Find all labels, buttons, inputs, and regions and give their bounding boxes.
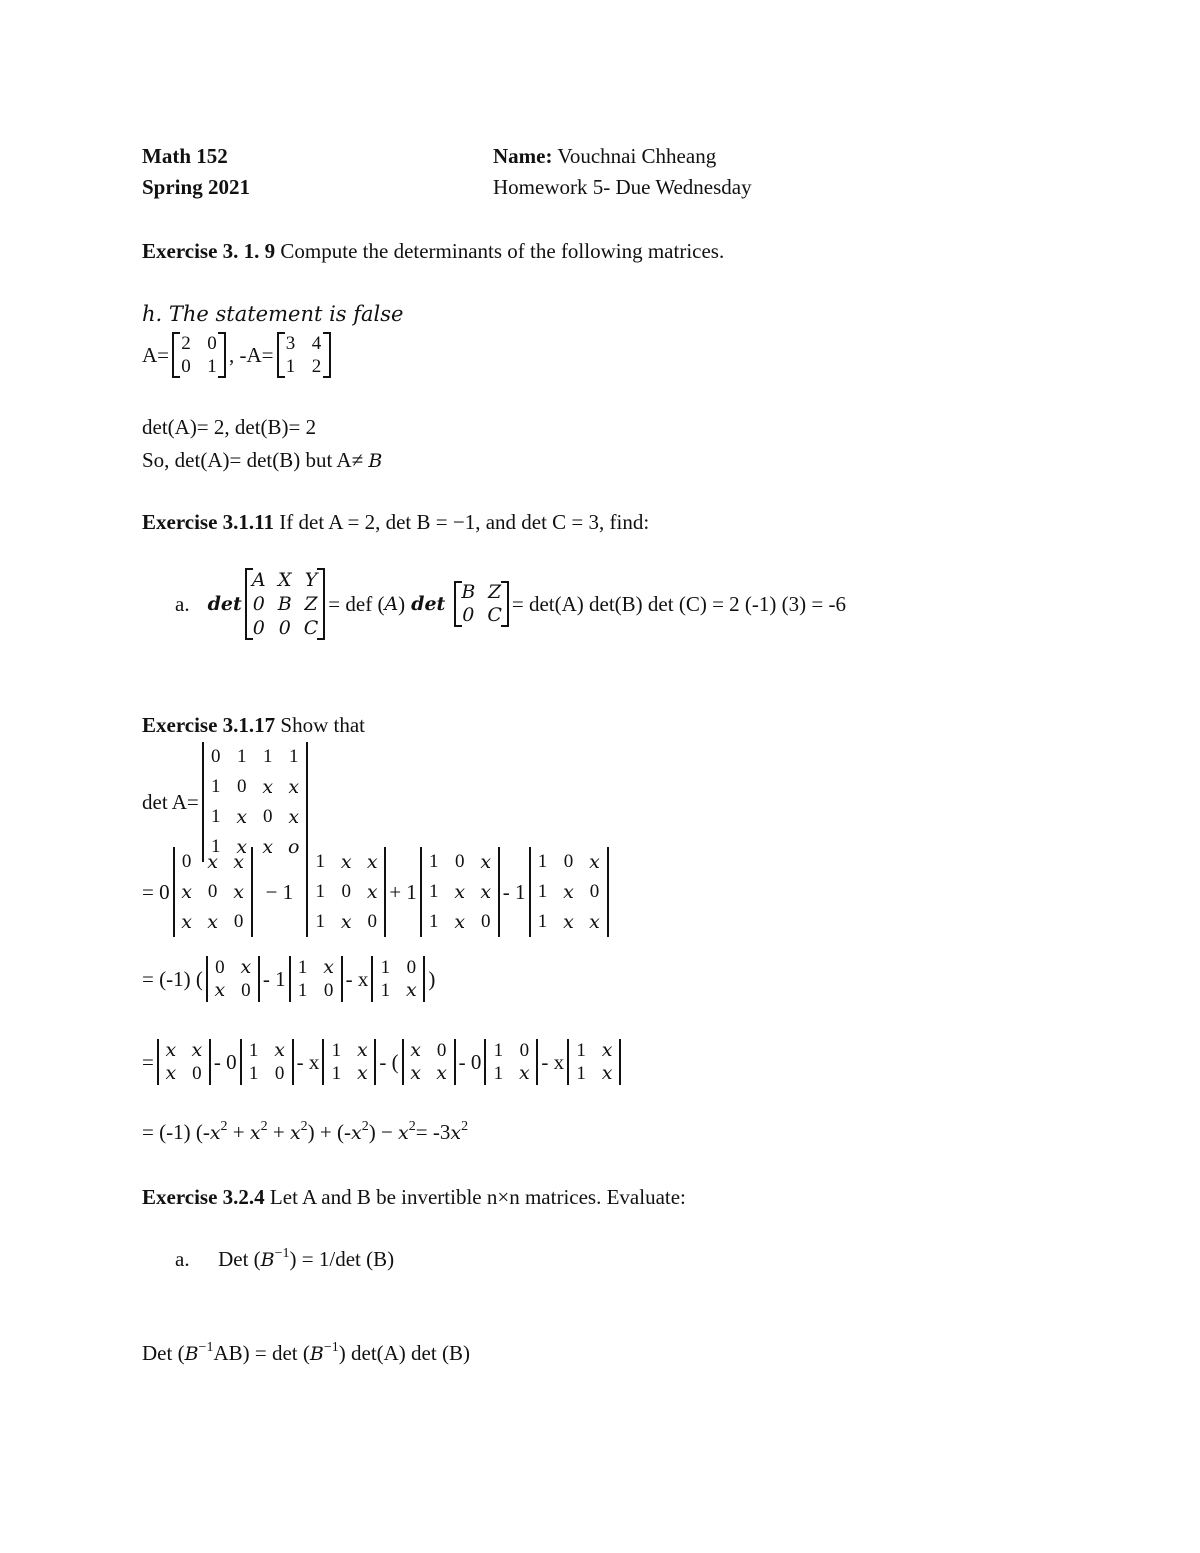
matrix-cell: 2 [181,333,191,354]
name-value: Vouchnai Chheang [557,144,717,168]
line-text: ) det(A) det (B) [338,1341,470,1365]
matrix-cell: 1 [331,1040,342,1061]
matrix-cell: 1 [576,1063,586,1084]
matrix-cell: 0 [263,806,273,827]
matrix-cell: Y [304,569,318,591]
matrix-cell: x [454,881,466,903]
matrix-cell: x [480,881,492,903]
minor-2x2-f [567,1039,621,1085]
final-text: ) + (- [307,1120,351,1144]
matrix-cell: x [233,851,244,873]
student-name [493,144,716,169]
minor-2x2-c [322,1039,376,1085]
row-operator: - 1 [262,966,286,991]
matrix-cell: X [277,569,292,591]
matrix-cell: 0 [215,957,225,978]
row-operator: − 1 [265,879,294,904]
matrix-cell: x [405,979,417,1001]
matrix-cell: 1 [211,806,221,827]
matrix-cell: x [288,806,300,828]
matrix-cell: 1 [493,1040,504,1061]
matrix-cell: 1 [248,1063,259,1084]
def-var: A [384,593,399,615]
exercise-3-1-17-heading [142,713,365,738]
matrix-cell: 1 [537,911,548,932]
matrix-cell: 0 [192,1063,202,1084]
line-text: Det ( [142,1341,185,1365]
assignment-title: Homework 5- Due Wednesday [493,175,752,199]
matrix-cell: 0 [233,911,244,932]
exercise-3-1-11-heading [142,510,649,535]
line-text: Det ( [218,1247,261,1271]
row-operator: - x [541,1049,565,1074]
matrix-cell: x [233,881,244,903]
exercise-prompt: Show that [280,713,366,737]
minor-matrix-2 [306,847,386,937]
matrix-cell: x [240,956,252,978]
minor-matrix-3 [420,847,500,937]
matrix-cell: x [436,1062,447,1084]
matrix-cell: C [303,617,319,639]
matrix-cell: 0 [436,1040,447,1061]
matrix-cell: x [323,956,334,978]
final-text: + [267,1120,290,1144]
matrix-4x4 [202,742,308,862]
matrix-cell: 0 [181,356,191,377]
matrix-cell: 1 [263,746,273,767]
matrix-cell: 1 [285,356,296,377]
det-operator: det [411,593,446,615]
matrix-cell: x [589,851,600,873]
matrix-cell: x [288,776,300,798]
matrix-cell: x [563,881,574,903]
var-b: B [260,1249,275,1271]
matrix-cell: 1 [297,980,308,1001]
matrix-cell: 0 [367,911,377,932]
expansion-line-2 [142,956,435,1002]
row-lead: = [142,1049,154,1074]
part-label: a. [175,1247,190,1271]
matrix-cell: 1 [429,881,439,902]
matrix-cell: x [262,836,274,858]
matrix-cell: x [181,911,192,933]
matrix-cell: 0 [563,851,574,872]
matrix-cell: x [366,881,378,903]
block-matrix-3x3 [245,568,326,640]
conclusion-text: So, det(A)= det(B) but A≠ [142,448,369,472]
det-a-4x4-line [142,742,311,862]
matrix-cell: x [340,911,352,933]
minor-2x2-1 [206,956,260,1002]
minor-2x2-e [484,1039,538,1085]
final-text: = -3 [415,1120,451,1144]
matrix-cell: x [262,776,274,798]
name-label: Name: [493,144,553,168]
matrix-cell: A [251,569,266,591]
matrix-cell: B [277,593,292,615]
row-lead: = 0 [142,879,170,904]
exercise-3-2-4-heading [142,1185,686,1210]
matrix-cell: 0 [211,746,221,767]
matrix-cell: 0 [481,911,491,932]
expansion-line-3 [142,1039,624,1085]
matrix-cell: 0 [589,881,600,902]
ex2-part-a-line [175,568,846,640]
matrix-cell: x [214,979,226,1001]
matrix-cell: x [563,911,574,933]
matrix-cell: x [236,836,248,858]
det-operator: det [207,593,242,615]
matrix-cell: Z [488,581,502,603]
var-x: x [249,1122,261,1144]
matrix-cell: x [601,1062,613,1084]
matrix-cell: 3 [285,333,296,354]
matrix-cell: 0 [237,776,247,797]
matrix-cell: 1 [211,776,221,797]
matrix-cell: 1 [537,881,548,902]
exponent: 2 [361,1119,369,1134]
det-a-label: det A= [142,789,199,814]
var-b: B [309,1343,324,1365]
course-title: Math 152 [142,144,228,168]
matrix-cell: 1 [289,746,299,767]
matrix-cell: C [487,604,502,626]
matrix-cell: 0 [252,617,265,639]
matrix-cell: 0 [252,593,265,615]
matrix-cell: 1 [237,746,247,767]
matrix-cell: 1 [315,881,325,902]
matrix-cell: 0 [455,851,465,872]
matrix-cell: 0 [278,617,291,639]
ex4-part-a [175,1247,394,1272]
matrix-cell: x [274,1039,285,1061]
matrix-cell: x [589,911,600,933]
exercise-label: Exercise 3.1.11 [142,510,275,534]
final-text: ) − [368,1120,399,1144]
exponent: 2 [461,1119,469,1134]
row-operator: - 0 [213,1049,237,1074]
matrix-cell: 0 [207,881,218,902]
matrix-cell: o [288,836,300,858]
matrix-cell: 0 [323,980,334,1001]
matrix-cell: x [366,851,378,873]
row-operator: - x [345,966,369,991]
matrix-cell: 1 [297,957,308,978]
conclusion-var: B [368,450,383,472]
matrix-separator: , -A= [229,342,274,367]
row-operator: - 1 [502,879,526,904]
matrix-cell: 1 [493,1063,504,1084]
matrix-cell: 1 [576,1040,586,1061]
matrix-a [172,332,226,378]
exponent: 2 [300,1119,308,1134]
ex4-product-line [142,1341,470,1366]
minor-matrix-1 [173,847,253,937]
matrix-cell: x [207,911,218,933]
matrix-cell: 0 [341,881,351,902]
row-lead: = (-1) ( [142,966,203,991]
matrix-cell: x [454,911,466,933]
def-close: ) [398,591,406,616]
part-h-statement: h. The statement is false [142,302,404,326]
cofactor-expansion-line [142,847,612,937]
row-operator: - ( [379,1049,399,1074]
matrix-cell: 1 [331,1063,342,1084]
matrix-cell: 1 [315,851,325,872]
matrix-cell: x [165,1039,177,1061]
course-term: Spring 2021 [142,175,250,199]
minor-2x2-b [240,1039,294,1085]
matrix-cell: 1 [537,851,548,872]
line-text: ) = 1/det (B) [289,1247,395,1271]
row-close: ) [428,966,436,991]
exercise-prompt: If det A = 2, det B = −1, and det C = 3, find: [279,510,650,534]
matrix-cell: x [340,851,352,873]
matrix-cell: 0 [274,1063,285,1084]
matrix-cell: 1 [207,356,217,377]
matrix-cell: B [461,581,476,603]
matrix-cell: 0 [406,957,417,978]
matrix-cell: x [191,1039,203,1061]
matrix-cell: 1 [211,836,221,857]
exercise-label: Exercise 3. 1. 9 [142,239,276,263]
exponent: 2 [220,1119,228,1134]
det-line: det(A)= 2, det(B)= 2 [142,415,317,439]
exponent: −1 [274,1246,290,1261]
row-operator: + 1 [389,879,417,904]
exponent: −1 [323,1340,339,1355]
matrix-cell: 1 [248,1040,259,1061]
row-operator: - x [296,1049,320,1074]
matrix-cell: 0 [241,980,251,1001]
matrix-cell: x [518,1062,530,1084]
var-x: x [350,1122,362,1144]
matrix-cell: x [410,1039,421,1061]
exercise-3-1-9-heading [142,239,724,264]
minor-2x2-2 [289,956,343,1002]
matrix-cell: 1 [380,980,391,1001]
exercise-label: Exercise 3.1.17 [142,713,276,737]
exponent: 2 [260,1119,268,1134]
matrix-cell: 0 [462,604,475,626]
final-result-line [142,1120,468,1145]
final-text: = (-1) (- [142,1120,210,1144]
var-x: x [450,1122,462,1144]
exponent: 2 [408,1119,416,1134]
matrix-cell: 1 [315,911,325,932]
minor-matrix-4 [529,847,609,937]
minor-2x2-a [157,1039,211,1085]
line-text: AB) = det ( [213,1341,310,1365]
matrix-cell: x [356,1062,368,1084]
matrix-cell: x [480,851,492,873]
block-matrix-2x2 [454,581,509,627]
exercise-prompt: Compute the determinants of the following matrices. [280,239,725,263]
matrix-b [277,332,331,378]
matrix-cell: x [601,1039,613,1061]
exercise-prompt: Let A and B be invertible n×n matrices. Evaluate: [269,1185,686,1209]
matrix-cell: x [165,1062,177,1084]
matrix-cell: 2 [311,356,322,377]
var-x: x [209,1122,221,1144]
result-text: = det(A) det(B) det (C) = 2 (-1) (3) = -6 [511,591,846,616]
var-b: B [184,1343,199,1365]
matrix-cell: x [236,806,248,828]
matrix-cell: 1 [429,851,439,872]
matrix-cell: x [181,881,192,903]
exponent: −1 [198,1340,214,1355]
part-label: a. [175,591,190,616]
matrix-cell: x [356,1039,368,1061]
ex1-matrices-line [142,332,334,378]
matrix-cell: 0 [519,1040,530,1061]
var-x: x [398,1122,409,1144]
matrix-cell: 0 [207,333,217,354]
matrix-cell: x [207,851,218,873]
matrix-cell: Z [304,593,318,615]
minor-2x2-d [402,1039,456,1085]
exercise-label: Exercise 3.2.4 [142,1185,265,1209]
matrix-cell: 1 [380,957,391,978]
matrix-cell: x [410,1062,421,1084]
minor-2x2-3 [371,956,425,1002]
matrix-a-label: A= [142,342,170,367]
matrix-cell: 1 [429,911,439,932]
var-x: x [289,1122,301,1144]
row-operator: - 0 [458,1049,482,1074]
final-text: + [227,1120,250,1144]
def-text: = def ( [328,591,385,616]
conclusion-line [142,448,382,473]
matrix-cell: 0 [181,851,192,872]
matrix-cell: 4 [311,333,322,354]
